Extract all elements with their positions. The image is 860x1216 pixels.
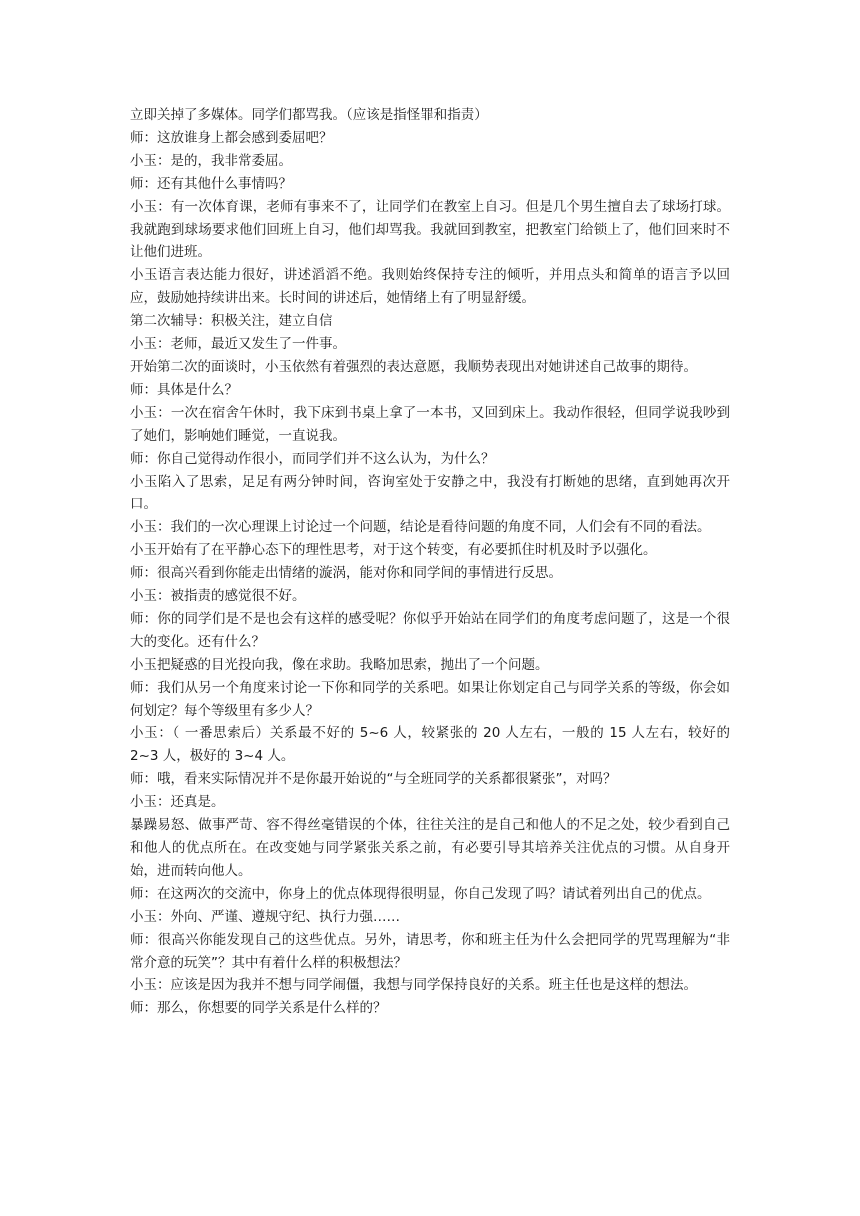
paragraph: 立即关掉了多媒体。同学们都骂我。（应该是指怪罪和指责） xyxy=(130,107,488,123)
paragraph: 小玉：是的，我非常委屈。 xyxy=(130,152,292,169)
paragraph: 小玉：有一次体育课，老师有事来不了，让同学们在教室上自习。但是几个男生擅自去了球场打球。我就跑到球场要求他们回班上自习，他们却骂我。我就回到教室，把教室门给锁上了，他们回来时不让他们进班。 xyxy=(130,198,730,261)
paragraph: 师：这放谁身上都会感到委屈吧？ xyxy=(130,129,333,146)
paragraph: 小玉陷入了思索，足足有两分钟时间，咨询室处于安静之中，我没有打断她的思绪，直到她再次开口。 xyxy=(130,473,730,513)
paragraph: 师：我们从另一个角度来讨论一下你和同学的关系吧。如果让你划定自己与同学关系的等级，你会如何划定？每个等级里有多少人？ xyxy=(130,679,730,719)
paragraph: 小玉开始有了在平静心态下的理性思考，对于这个转变，有必要抓住时机及时予以强化。 xyxy=(130,542,657,559)
paragraph: 小玉：我们的一次心理课上讨论过一个问题，结论是看待问题的角度不同，人们会有不同的看法。 xyxy=(130,519,711,536)
paragraph: 师：还有其他什么事情吗？ xyxy=(130,175,292,192)
paragraph: 师：具体是什么？ xyxy=(130,381,238,398)
section-heading: 第二次辅导：积极关注，建立自信 xyxy=(130,313,333,330)
paragraph: 小玉：应该是因为我并不想与同学闹僵，我想与同学保持良好的关系。班主任也是这样的想法。 xyxy=(130,977,697,994)
paragraph: 小玉：还真是。 xyxy=(130,794,225,811)
paragraph: 暴躁易怒、做事严苛、容不得丝毫错误的个体，往往关注的是自己和他人的不足之处，较少看到自己和他人的优点所在。在改变她与同学紧张关系之前，有必要引导其培养关注优点的习惯。从自身开始，进而转向他人。 xyxy=(130,817,730,879)
paragraph: 小玉：外向、严谨、遵规守纪、执行力强…… xyxy=(130,908,400,925)
document-body xyxy=(130,104,730,1020)
paragraph: 师：在这两次的交流中，你身上的优点体现得很明显，你自己发现了吗？请试着列出自己的优点。 xyxy=(130,885,711,902)
paragraph: 师：你的同学们是不是也会有这样的感受呢？你似乎开始站在同学们的角度考虑问题了，这是一个很大的变化。还有什么？ xyxy=(130,610,730,650)
paragraph: 小玉：（ 一番思索后）关系最不好的 5~6 人，较紧张的 20 人左右，一般的 15 人左右，较好的 2~3 人，极好的 3~4 人。 xyxy=(130,725,730,765)
paragraph: 开始第二次的面谈时，小玉依然有着强烈的表达意愿，我顺势表现出对她讲述自己故事的期待。 xyxy=(130,358,697,375)
paragraph: 师：很高兴看到你能走出情绪的漩涡，能对你和同学间的事情进行反思。 xyxy=(130,565,562,582)
paragraph: 师：那么，你想要的同学关系是什么样的？ xyxy=(130,1000,387,1017)
paragraph: 小玉：一次在宿舍午休时，我下床到书桌上拿了一本书，又回到床上。我动作很轻，但同学说我吵到了她们，影响她们睡觉，一直说我。 xyxy=(130,404,730,444)
paragraph: 师：很高兴你能发现自己的这些优点。另外，请思考，你和班主任为什么会把同学的咒骂理解为“非常介意的玩笑”？其中有着什么样的积极想法？ xyxy=(130,931,730,971)
paragraph: 小玉语言表达能力很好，讲述滔滔不绝。我则始终保持专注的倾听，并用点头和简单的语言予以回应，鼓励她持续讲出来。长时间的讲述后，她情绪上有了明显舒缓。 xyxy=(130,267,730,307)
paragraph: 小玉把疑惑的目光投向我，像在求助。我略加思索，抛出了一个问题。 xyxy=(130,656,549,673)
paragraph: 小玉：被指责的感觉很不好。 xyxy=(130,588,306,605)
paragraph: 师：哦，看来实际情况并不是你最开始说的“与全班同学的关系都很紧张”，对吗？ xyxy=(130,771,617,788)
paragraph: 小玉：老师，最近又发生了一件事。 xyxy=(130,336,346,353)
paragraph: 师：你自己觉得动作很小，而同学们并不这么认为，为什么？ xyxy=(130,450,495,467)
